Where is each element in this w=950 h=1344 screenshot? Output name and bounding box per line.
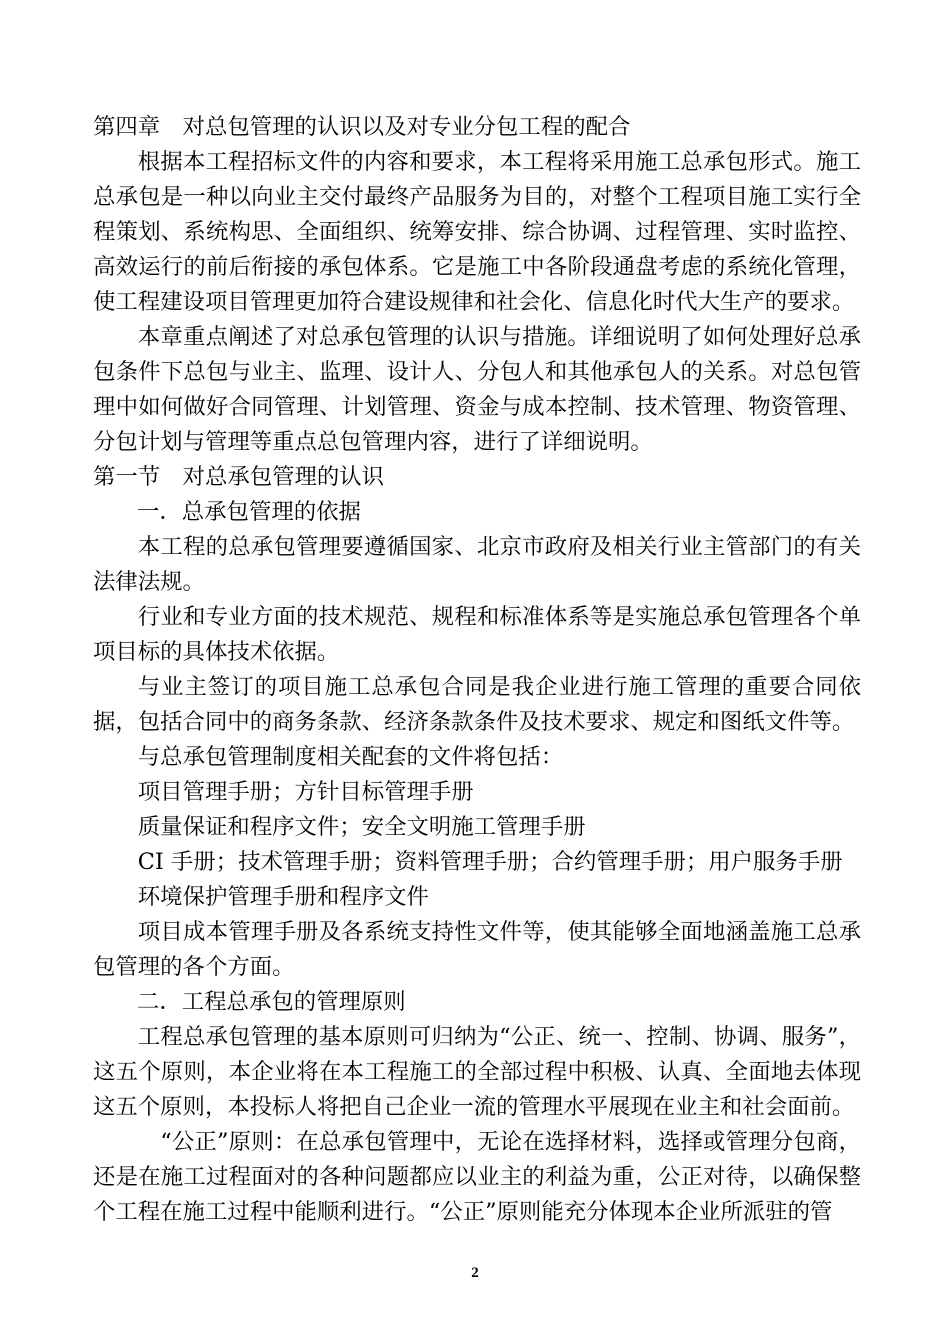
section-title: 第一节 对总承包管理的认识 (93, 464, 385, 490)
paragraph-supporting-docs: 与总承包管理制度相关配套的文件将包括： (137, 744, 564, 770)
paragraph-contract-basis: 与业主签订的项目施工总承包合同是我企业进行施工管理的重要合同依据，包括合同中的商务条款、经济条款条件及技术要求、规定和图纸文件等。 (93, 674, 861, 735)
intro-paragraph-1: 根据本工程招标文件的内容和要求，本工程将采用施工总承包形式。施工总承包是一种以向业主交付最终产品服务为目的，对整个工程项目施工实行全程策划、系统构思、全面组织、统筹安排、综合协调、过程管理、实时监控、高效运行的前后衔接的承包体系。它是施工中各阶段通盘考虑的系统化管理，使工程建设项目管理更加符合建设规律和社会化、信息化时代大生产的要求。 (93, 149, 861, 315)
subsection-title-1: 一．总承包管理的依据 (137, 499, 361, 525)
paragraph-technical-basis: 行业和专业方面的技术规范、规程和标准体系等是实施总承包管理各个单项目标的具体技术依据。 (93, 604, 861, 665)
subsection-title-2: 二．工程总承包的管理原则 (137, 989, 406, 1015)
list-item-manual-2: 质量保证和程序文件；安全文明施工管理手册 (137, 814, 586, 840)
chapter-title: 第四章 对总包管理的认识以及对专业分包工程的配合 (93, 114, 631, 140)
intro-paragraph-2: 本章重点阐述了对总承包管理的认识与措施。详细说明了如何处理好总承包条件下总包与业主、监理、设计人、分包人和其他承包人的关系。对总包管理中如何做好合同管理、计划管理、资金与成本控制、技术管理、物资管理、分包计划与管理等重点总包管理内容，进行了详细说明。 (93, 324, 861, 455)
page-number: 2 (471, 1265, 479, 1281)
list-item-manual-3: CI 手册；技术管理手册；资料管理手册；合约管理手册；用户服务手册 (137, 849, 843, 875)
paragraph-principles: 工程总承包管理的基本原则可归纳为“公正、统一、控制、协调、服务”，这五个原则，本企业将在本工程施工的全部过程中积极、认真、全面地去体现这五个原则，本投标人将把自己企业一流的管理水平展现在业主和社会面前。 (93, 1024, 861, 1120)
list-item-manual-1: 项目管理手册；方针目标管理手册 (137, 779, 474, 805)
document-body (93, 110, 861, 1230)
list-item-manual-4: 环境保护管理手册和程序文件 (137, 884, 429, 910)
paragraph-legal-basis: 本工程的总承包管理要遵循国家、北京市政府及相关行业主管部门的有关法律法规。 (93, 534, 861, 595)
list-item-manual-5: 项目成本管理手册及各系统支持性文件等，使其能够全面地涵盖施工总承包管理的各个方面。 (93, 919, 861, 980)
paragraph-fairness-principle: “公正”原则：在总承包管理中，无论在选择材料，选择或管理分包商，还是在施工过程面对的各种问题都应以业主的利益为重，公正对待，以确保整个工程在施工过程中能顺利进行。“公正”原则能充分体现本企业所派驻的管 (93, 1129, 861, 1225)
